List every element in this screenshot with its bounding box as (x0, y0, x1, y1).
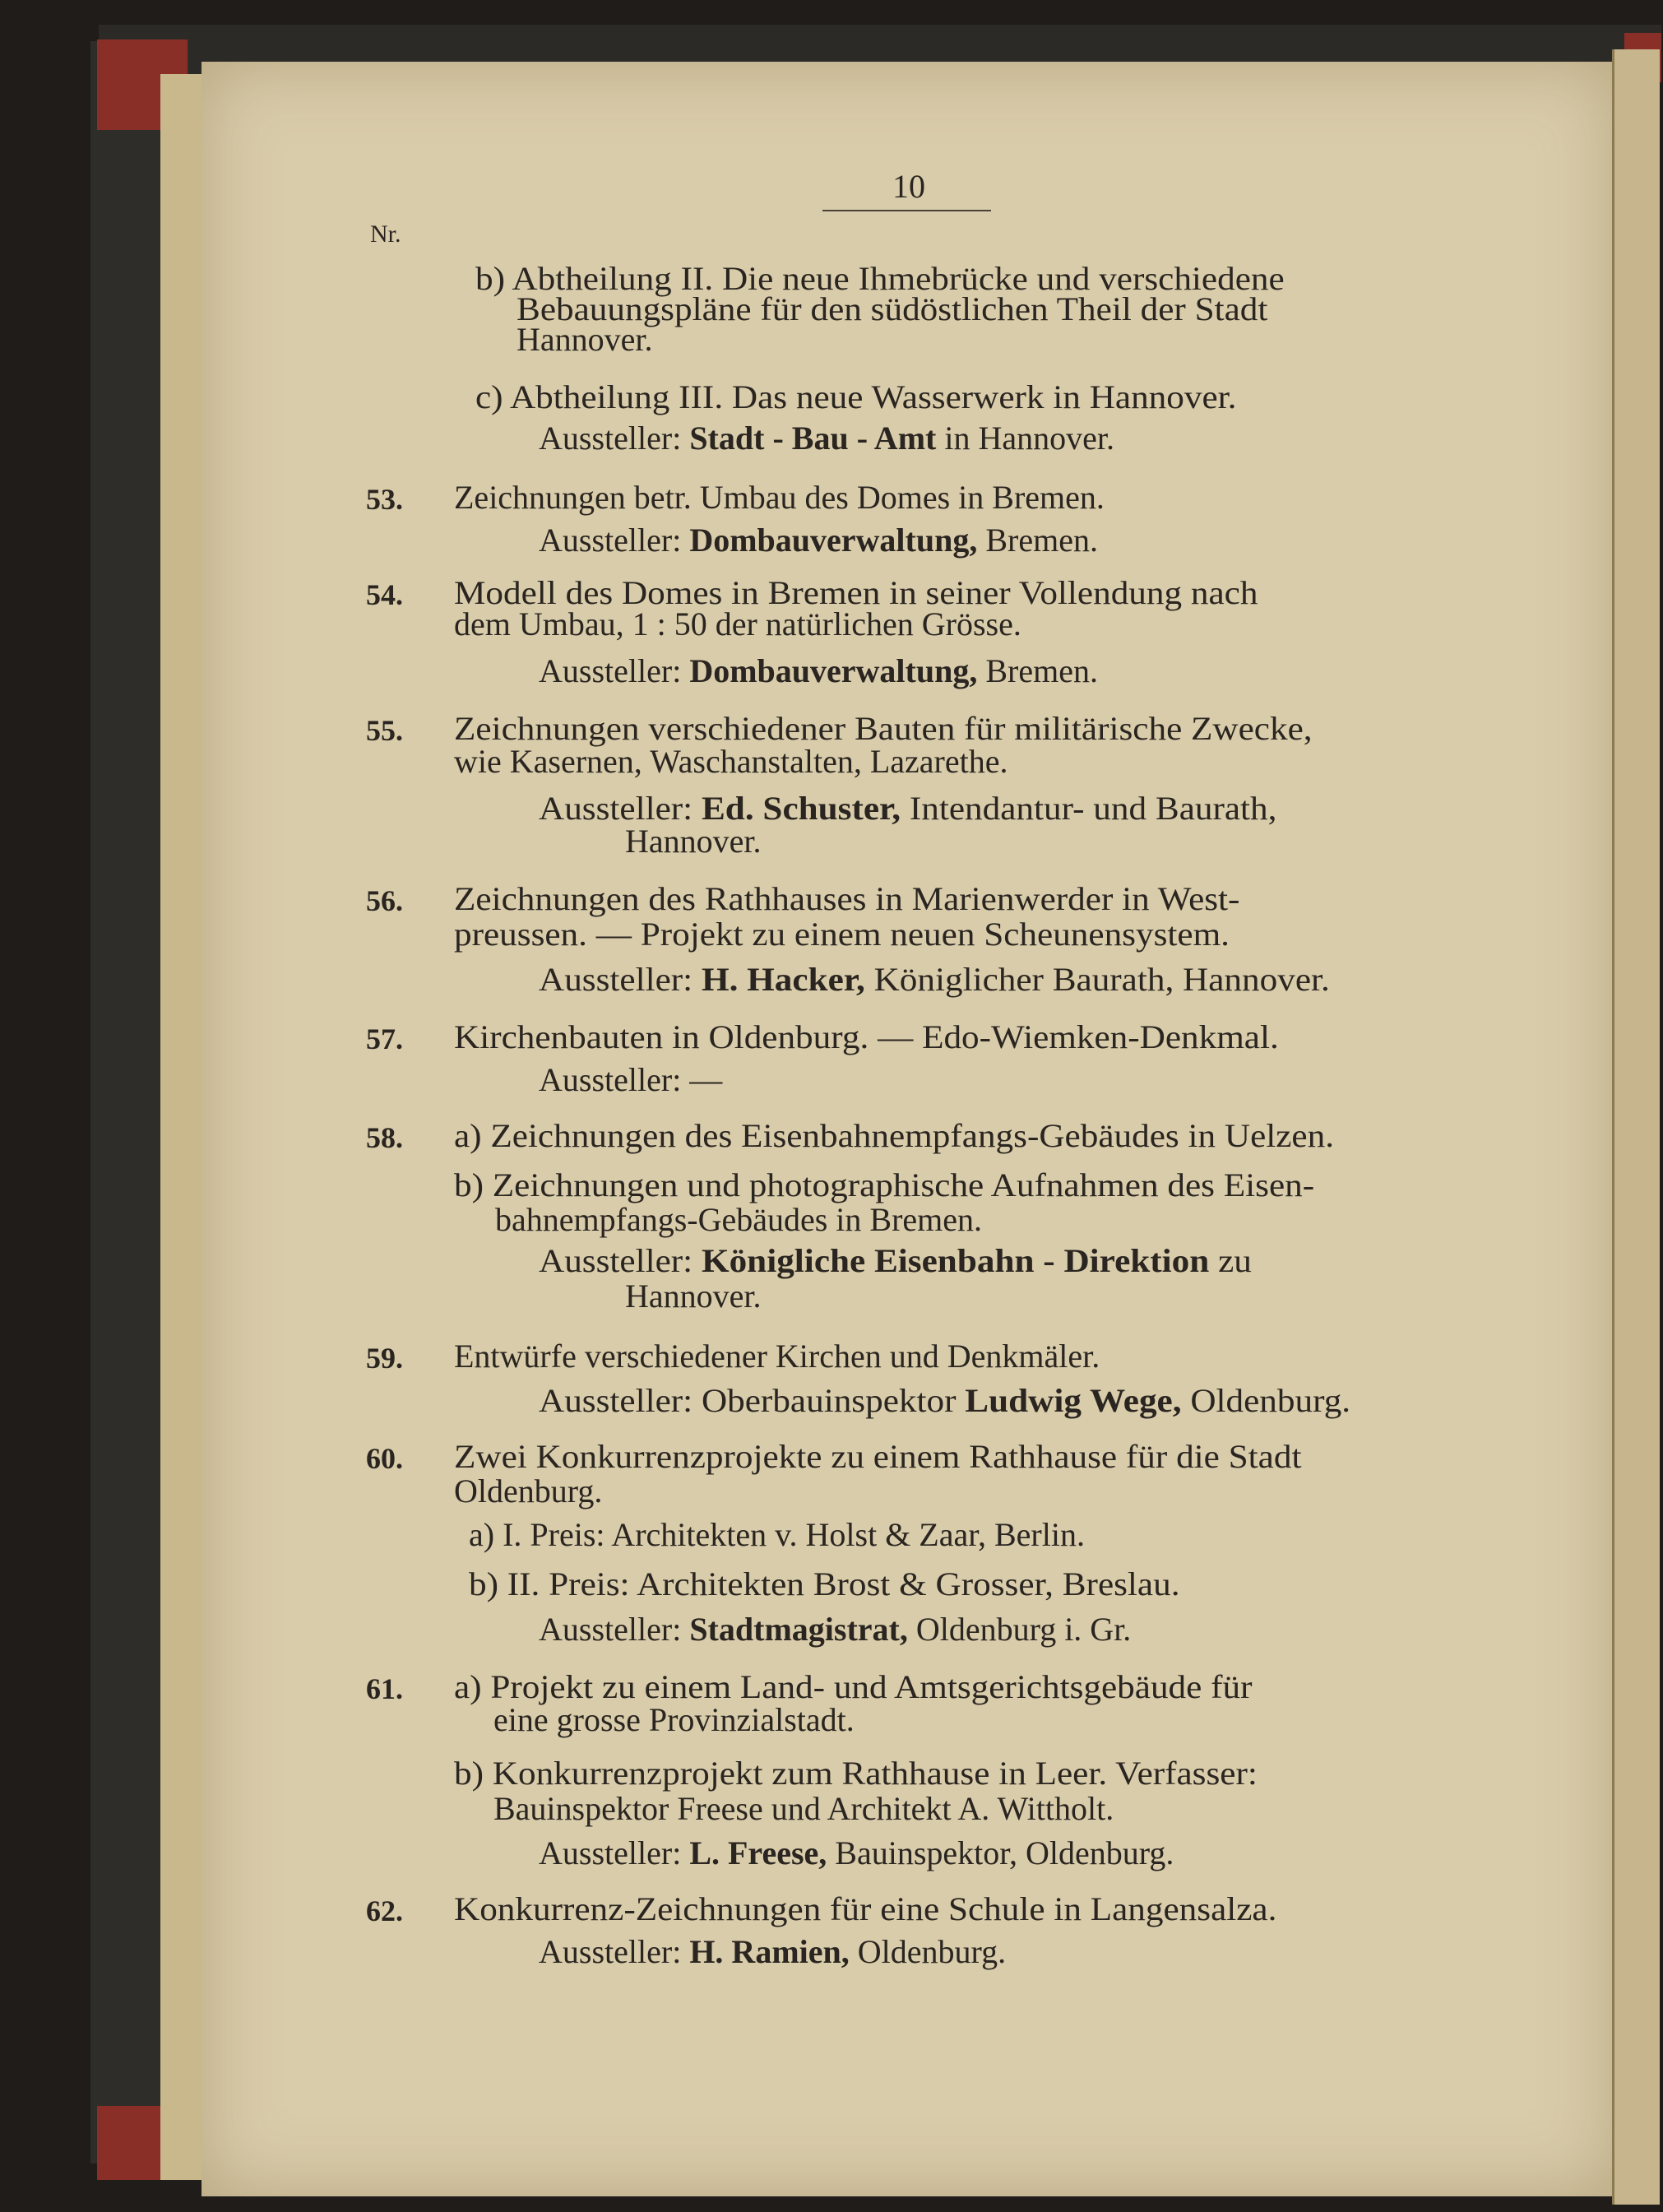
text-line (454, 1670, 1253, 1704)
page-gutter (1612, 49, 1660, 2205)
line-text: Zwei Konkurrenzprojekte zu einem Rathhause für die Stadt (454, 1438, 1302, 1475)
line-text: Aussteller: (539, 420, 690, 457)
line-text-after: in Hannover. (936, 420, 1114, 457)
line-text: b) II. Preis: Architekten Brost & Grosser, Breslau. (469, 1565, 1180, 1602)
line-text: eine grosse Provinzialstadt. (493, 1701, 855, 1738)
exhibitor-name: Dombauverwaltung, (689, 522, 978, 559)
text-line (454, 1756, 1258, 1791)
line-text: Aussteller: (539, 652, 690, 689)
line-text: Aussteller: (539, 1834, 690, 1871)
line-text-after: Bauinspektor, Oldenburg. (827, 1834, 1174, 1871)
line-text: Aussteller: (539, 522, 690, 559)
line-text: Aussteller: (539, 790, 702, 827)
line-text: Aussteller: (539, 1611, 690, 1648)
text-line (475, 380, 1236, 415)
text-line (539, 654, 1098, 689)
text-line (539, 791, 1276, 826)
exhibitor-name: Stadtmagistrat, (689, 1611, 908, 1648)
text-line (454, 1892, 1276, 1927)
line-text-after: Bremen. (977, 522, 1098, 559)
line-text-after: zu (1209, 1242, 1252, 1279)
text-line (493, 1703, 855, 1737)
exhibitor-name: Ed. Schuster, (701, 790, 901, 827)
exhibitor-name: L. Freese, (689, 1834, 827, 1871)
text-line (454, 1440, 1301, 1474)
line-text: Kirchenbauten in Oldenburg. — Edo-Wiemken-Denkmal. (454, 1018, 1279, 1055)
line-text: b) Konkurrenzprojekt zum Rathhause in Leer. Verfasser: (454, 1755, 1258, 1792)
text-line (454, 607, 1021, 642)
text-line (539, 1384, 1350, 1418)
line-text: Zeichnungen betr. Umbau des Domes in Bremen. (454, 479, 1105, 516)
text-line (469, 1567, 1180, 1602)
line-text: Oldenburg. (454, 1472, 603, 1509)
entry-number: 60. (366, 1442, 403, 1475)
line-text-after: Oldenburg. (849, 1933, 1007, 1970)
line-text: Modell des Domes in Bremen in seiner Vollendung nach (454, 574, 1258, 611)
text-line (454, 1020, 1279, 1055)
text-line (495, 1203, 982, 1237)
line-text: dem Umbau, 1 : 50 der natürlichen Grösse. (454, 605, 1021, 642)
entry-number: 57. (366, 1023, 403, 1055)
line-text: Hannover. (625, 823, 762, 860)
text-line (454, 1474, 602, 1509)
line-text: a) Zeichnungen des Eisenbahnempfangs-Gebäudes in Uelzen. (454, 1117, 1335, 1154)
text-line (539, 1612, 1131, 1647)
column-label: Nr. (370, 220, 401, 248)
entry-number: 56. (366, 884, 403, 917)
text-line (454, 744, 1008, 779)
text-line (539, 1244, 1252, 1278)
line-text: Hannover. (625, 1278, 762, 1315)
text-line (539, 1935, 1006, 1969)
text-line (539, 1063, 722, 1097)
entry-number: 58. (366, 1121, 403, 1154)
line-text: c) Abtheilung III. Das neue Wasserwerk in Hannover. (475, 378, 1237, 415)
line-text: bahnempfangs-Gebäudes in Bremen. (495, 1201, 983, 1238)
entry-number: 54. (366, 578, 403, 611)
line-text: Konkurrenz-Zeichnungen für eine Schule in Langensalza. (454, 1890, 1277, 1927)
text-line (539, 523, 1098, 558)
line-text-after: Intendantur- und Baurath, (901, 790, 1277, 827)
text-line (454, 712, 1313, 746)
line-text: Zeichnungen verschiedener Bauten für militärische Zwecke, (454, 710, 1313, 747)
line-text-after: Bremen. (977, 652, 1098, 689)
line-text: b) Zeichnungen und photographische Aufnahmen des Eisen- (454, 1166, 1315, 1203)
text-line (454, 480, 1105, 515)
line-text: Aussteller: (539, 961, 702, 998)
entry-number: 61. (366, 1672, 403, 1705)
line-text: Bebauungspläne für den südöstlichen Theil der Stadt (517, 290, 1268, 327)
exhibitor-name: H. Ramien, (689, 1933, 850, 1970)
entry-number: 62. (366, 1894, 403, 1927)
line-text: Bauinspektor Freese und Architekt A. Wittholt. (493, 1790, 1114, 1827)
page-number: 10 (892, 168, 925, 205)
line-text: Zeichnungen des Rathhauses in Marienwerder in West- (454, 880, 1240, 917)
text-line (539, 421, 1114, 456)
text-line (454, 882, 1239, 916)
line-text: preussen. — Projekt zu einem neuen Scheunensystem. (454, 916, 1230, 953)
text-line (625, 1279, 762, 1314)
line-text: Aussteller: (539, 1242, 702, 1279)
text-line (454, 1168, 1314, 1203)
text-line (454, 917, 1230, 952)
line-text-after: Oldenburg. (1181, 1382, 1351, 1419)
line-text: Aussteller: — (539, 1061, 723, 1098)
text-line (454, 1119, 1334, 1153)
line-text: a) I. Preis: Architekten v. Holst & Zaar, Berlin. (469, 1516, 1085, 1553)
exhibitor-name: Dombauverwaltung, (689, 652, 978, 689)
page-number-rule (822, 210, 991, 211)
text-line (493, 1792, 1114, 1826)
text-line (625, 824, 762, 859)
exhibitor-name: Königliche Eisenbahn - Direktion (701, 1242, 1210, 1279)
line-text-after: Königlicher Baurath, Hannover. (864, 961, 1330, 998)
text-line (469, 1518, 1085, 1552)
entry-number: 55. (366, 714, 403, 747)
exhibitor-name: H. Hacker, (701, 961, 865, 998)
line-text-after: Oldenburg i. Gr. (907, 1611, 1132, 1648)
line-text: Aussteller: Oberbauinspektor (539, 1382, 966, 1419)
line-text: Hannover. (517, 321, 653, 358)
text-line (517, 322, 653, 357)
entry-number: 53. (366, 483, 403, 516)
text-line (454, 1339, 1100, 1374)
line-text: a) Projekt zu einem Land- und Amtsgerichtsgebäude für (454, 1668, 1253, 1705)
line-text: Aussteller: (539, 1933, 690, 1970)
text-line (539, 962, 1330, 997)
exhibitor-name: Ludwig Wege, (965, 1382, 1182, 1419)
entry-number: 59. (366, 1342, 403, 1375)
exhibitor-name: Stadt - Bau - Amt (689, 420, 937, 457)
text-line (539, 1836, 1174, 1871)
line-text: b) Abtheilung II. Die neue Ihmebrücke und verschiedene (475, 260, 1285, 297)
line-text: Entwürfe verschiedener Kirchen und Denkmäler. (454, 1338, 1100, 1375)
line-text: wie Kasernen, Waschanstalten, Lazarethe. (454, 743, 1008, 780)
